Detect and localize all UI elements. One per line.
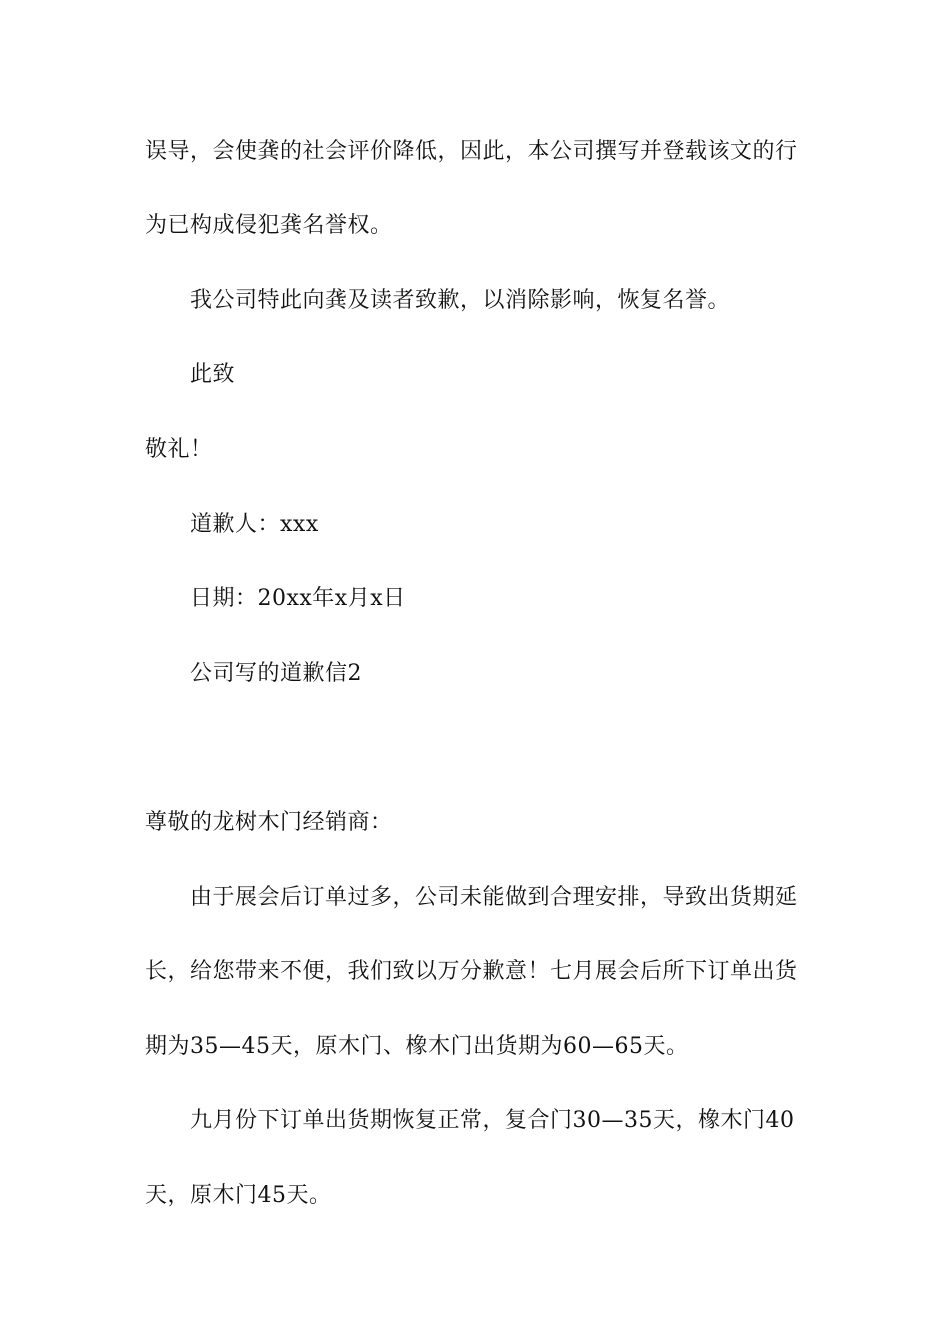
- addressee-line: 尊敬的龙树木门经销商：: [145, 810, 393, 835]
- salutation-closing: 敬礼！: [145, 437, 213, 462]
- paragraph-line: 期为35—45天，原木门、橡木门出货期为60—65天。: [145, 1034, 689, 1059]
- paragraph-line: 九月份下订单出货期恢复正常，复合门30—35天，橡木门40: [190, 1108, 795, 1133]
- signature-line: 道歉人：xxx: [190, 512, 319, 537]
- paragraph-line: 为已构成侵犯龚名誉权。: [145, 213, 393, 238]
- date-line: 日期：20xx年x月x日: [190, 586, 406, 611]
- paragraph-line: 天，原木门45天。: [145, 1183, 332, 1208]
- paragraph-line: 由于展会后订单过多，公司未能做到合理安排，导致出货期延: [190, 885, 798, 910]
- paragraph-line: 误导，会使龚的社会评价降低，因此，本公司撰写并登载该文的行: [145, 139, 798, 164]
- section-title: 公司写的道歉信2: [190, 661, 362, 686]
- closing-phrase: 此致: [190, 362, 236, 387]
- paragraph-line: 我公司特此向龚及读者致歉，以消除影响，恢复名誉。: [190, 288, 731, 313]
- paragraph-line: 长，给您带来不便，我们致以万分歉意！七月展会后所下订单出货: [145, 959, 798, 984]
